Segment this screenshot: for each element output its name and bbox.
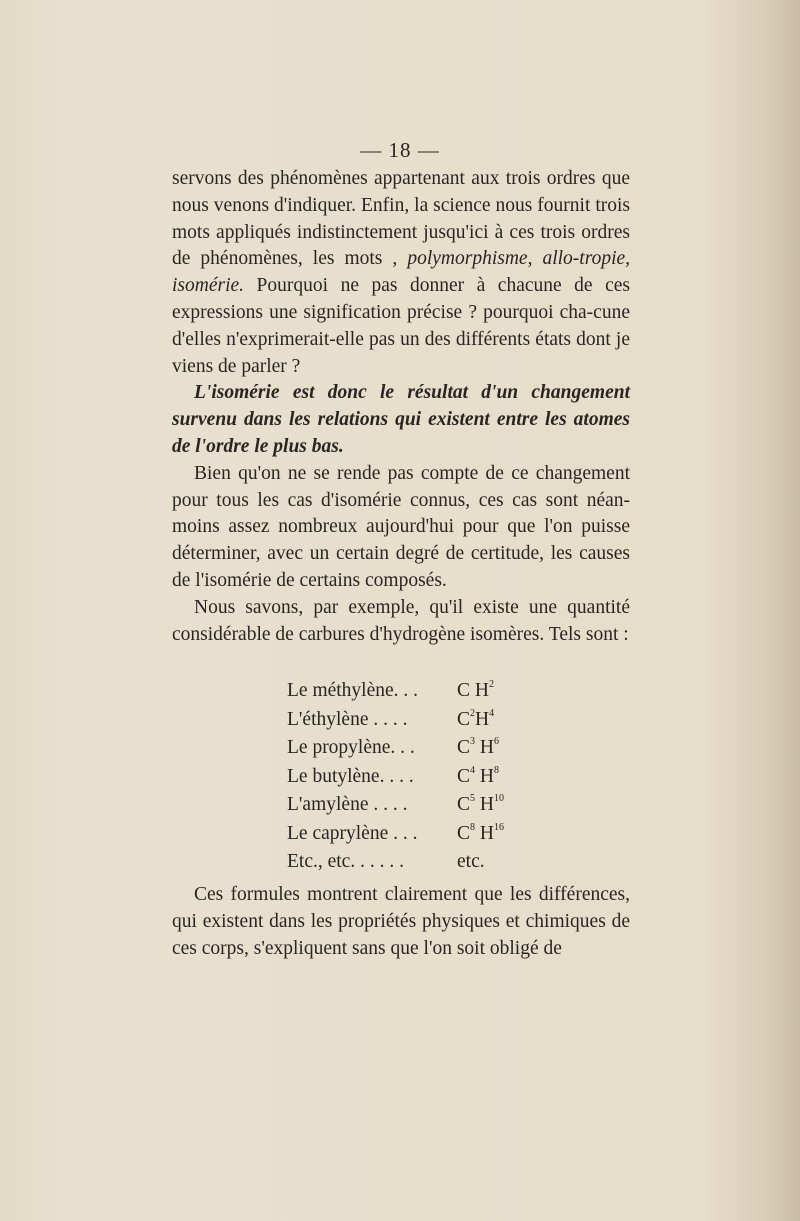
paragraph-2: L'isomérie est donc le résultat d'un changement survenu dans les relations qui existent entre les atomes de l'ordre le plus bas. xyxy=(172,382,630,457)
compound-formula: $C^2H^4$ xyxy=(457,707,495,730)
compound-formula: etc. xyxy=(457,851,485,872)
body-text-closing xyxy=(172,881,630,962)
compound-formula: $C^4$ $H^8$ xyxy=(457,764,499,787)
compound-name: Le propylène. . . xyxy=(287,737,415,758)
paragraph-5: Ces formules montrent clairement que les différences, qui existent dans les propriétés physiques et chimiques de ces corps, s'expliquent sans que l'on soit obligé de xyxy=(172,884,630,959)
list-item xyxy=(287,706,607,735)
compound-name: Etc., etc. . . . . . xyxy=(287,851,404,872)
list-item xyxy=(287,677,607,706)
compound-formula: $C^8$ $H^{16}$ xyxy=(457,821,504,844)
list-item xyxy=(287,791,607,820)
hydrocarbon-list xyxy=(287,677,607,877)
list-item xyxy=(287,734,607,763)
paragraph-1-text: servons des phénomènes appartenant aux trois ordres que nous venons d'indiquer. Enfin, la science nous fournit trois mots appliqués indistinctement jusqu'ici à ces trois ordres de phénomènes, les mots , xyxy=(172,168,630,270)
compound-name: L'amylène . . . . xyxy=(287,794,408,815)
paragraph-1-italic: polymorphisme, allo-tropie, isomérie. xyxy=(172,248,631,297)
paragraph-1 xyxy=(172,166,630,380)
compound-formula: $C^5$ $H^{10}$ xyxy=(457,793,504,815)
paragraph-4: Nous savons, par exemple, qu'il existe une quantité considérable de carbures d'hydrogène isomères. Tels sont : xyxy=(172,596,630,645)
compound-name: L'éthylène . . . . xyxy=(287,708,408,730)
list-item xyxy=(287,763,607,792)
page-number: — 18 — xyxy=(360,138,440,162)
compound-formula: C $H^2$ xyxy=(457,679,494,701)
paragraph-1-rest: Pourquoi ne pas donner à chacune de ces expressions une signification précise ? pourquoi cha-cune d'elles n'exprimerait-elle pas un des différents états dont je viens de parler ? xyxy=(172,275,630,377)
paragraph-3: Bien qu'on ne se rende pas compte de ce changement pour tous les cas d'isomérie connus, ces cas sont néan-moins assez nombreux aujourd'hui pour que l'on puisse déterminer, avec un certain degré de certitude, les causes de l'isomérie de certains composés. xyxy=(172,462,630,591)
compound-name: Le caprylène . . . xyxy=(287,822,418,844)
compound-name: Le butylène. . . . xyxy=(287,765,414,787)
compound-name: Le méthylène. . . xyxy=(287,680,419,701)
body-text xyxy=(172,166,630,648)
compound-formula: $C^3$ $H^6$ xyxy=(457,736,499,758)
list-item xyxy=(287,820,607,849)
list-item xyxy=(287,848,607,877)
